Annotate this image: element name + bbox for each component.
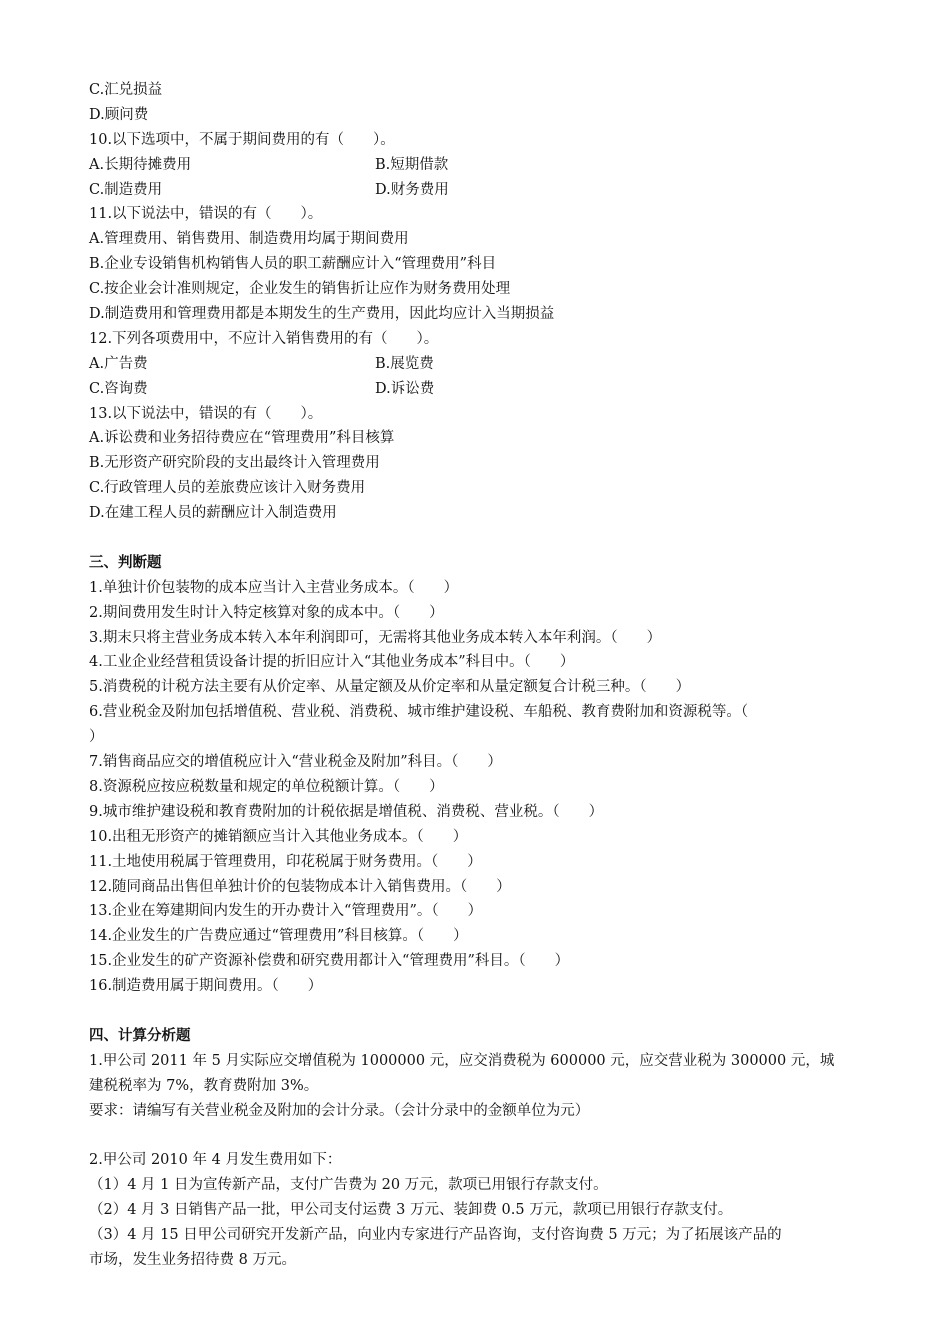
q13-option-a: A.诉讼费和业务招待费应在“管理费用”科目核算 (89, 430, 395, 447)
judge-item-9: 9.城市维护建设税和教育费附加的计税依据是增值税、消费税、营业税。（ ） (89, 803, 604, 820)
q11-option-c: C.按企业会计准则规定，企业发生的销售折让应作为财务费用处理 (89, 281, 511, 298)
judge-item-15: 15.企业发生的矿产资源补偿费和研究费用都计入“管理费用”科目。（ ） (89, 953, 570, 970)
document-page (89, 78, 889, 1273)
q10-stem: 10.以下选项中，不属于期间费用的有（ ）。 (89, 131, 395, 148)
q12-option-b: B.展览费 (375, 355, 434, 372)
q11-option-a: A.管理费用、销售费用、制造费用均属于期间费用 (89, 231, 409, 248)
judge-item-3: 3.期末只将主营业务成本转入本年利润即可，无需将其他业务成本转入本年利润。（ ） (89, 629, 662, 646)
q10-option-d: D.财务费用 (375, 181, 449, 198)
judge-item-2: 2.期间费用发生时计入特定核算对象的成本中。（ ） (89, 604, 444, 621)
calc-q2-item-3-continued: 市场，发生业务招待费 8 万元。 (89, 1251, 296, 1268)
q9-option-c: C.汇兑损益 (89, 82, 163, 98)
q10-option-b: B.短期借款 (375, 156, 449, 173)
q11-stem: 11.以下说法中，错误的有（ ）。 (89, 206, 323, 223)
judge-item-4: 4.工业企业经营租赁设备计提的折旧应计入“其他业务成本”科目中。（ ） (89, 654, 575, 671)
spacer (89, 526, 889, 551)
calc-q2-item-1: （1）4 月 1 日为宣传新产品，支付广告费为 20 万元，款项已用银行存款支付。 (89, 1177, 608, 1194)
judge-item-5: 5.消费税的计税方法主要有从价定率、从量定额及从价定率和从量定额复合计税三种。（ ） (89, 679, 691, 696)
judge-item-12: 12.随同商品出售但单独计价的包装物成本计入销售费用。（ ） (89, 878, 511, 895)
judge-item-16: 16.制造费用属于期间费用。（ ） (89, 978, 323, 995)
judge-item-1: 1.单独计价包装物的成本应当计入主营业务成本。（ ） (89, 579, 459, 596)
q12-options-row-1 (89, 352, 889, 377)
q12-option-c: C.咨询费 (89, 380, 148, 397)
judge-item-8: 8.资源税应按应税数量和规定的单位税额计算。（ ） (89, 778, 444, 795)
q13-option-c: C.行政管理人员的差旅费应该计入财务费用 (89, 480, 366, 497)
calc-q2-item-2: （2）4 月 3 日销售产品一批，甲公司支付运费 3 万元、装卸费 0.5 万元，款项已用银行存款支付。 (89, 1202, 733, 1219)
q13-option-d: D.在建工程人员的薪酬应计入制造费用 (89, 505, 337, 522)
q12-option-a: A.广告费 (89, 355, 148, 372)
calc-q1-requirement: 要求：请编写有关营业税金及附加的会计分录。（会计分录中的金额单位为元） (89, 1102, 590, 1119)
q11-option-b: B.企业专设销售机构销售人员的职工薪酬应计入“管理费用”科目 (89, 256, 497, 273)
q10-options-row-1 (89, 153, 889, 178)
judge-item-14: 14.企业发生的广告费应通过“管理费用”科目核算。（ ） (89, 928, 468, 945)
q12-options-row-2 (89, 377, 889, 402)
judge-item-7: 7.销售商品应交的增值税应计入“营业税金及附加”科目。（ ） (89, 754, 502, 771)
q13-option-b: B.无形资产研究阶段的支出最终计入管理费用 (89, 455, 380, 472)
q10-option-a: A.长期待摊费用 (89, 156, 192, 173)
section3-heading: 三、判断题 (89, 554, 162, 571)
judge-item-6-continued: ） (89, 729, 104, 746)
q12-option-d: D.诉讼费 (375, 380, 435, 397)
spacer (89, 1123, 889, 1148)
q13-stem: 13.以下说法中，错误的有（ ）。 (89, 405, 323, 422)
q11-option-d: D.制造费用和管理费用都是本期发生的生产费用，因此均应计入当期损益 (89, 306, 555, 323)
q9-option-d: D.顾问费 (89, 106, 149, 123)
q10-options-row-2 (89, 178, 889, 203)
judge-item-6: 6.营业税金及附加包括增值税、营业税、消费税、城市维护建设税、车船税、教育费附加和资源税等。（ (89, 704, 749, 721)
calc-q1-line-1: 1.甲公司 2011 年 5 月实际应交增值税为 1000000 元，应交消费税为 600000 元，应交营业税为 300000 元，城 (89, 1052, 835, 1069)
q12-stem: 12.下列各项费用中，不应计入销售费用的有（ ）。 (89, 330, 439, 347)
calc-q2-intro: 2.甲公司 2010 年 4 月发生费用如下： (89, 1152, 342, 1169)
calc-q2-item-3: （3）4 月 15 日甲公司研究开发新产品，向业内专家进行产品咨询，支付咨询费 5 万元；为了拓展该产品的 (89, 1226, 782, 1243)
q10-option-c: C.制造费用 (89, 181, 163, 198)
judge-item-10: 10.出租无形资产的摊销额应当计入其他业务成本。（ ） (89, 828, 468, 845)
judge-item-11: 11.土地使用税属于管理费用，印花税属于财务费用。（ ） (89, 853, 482, 870)
judge-item-13: 13.企业在筹建期间内发生的开办费计入“管理费用”。（ ） (89, 903, 483, 920)
section4-heading: 四、计算分析题 (89, 1027, 191, 1044)
spacer (89, 999, 889, 1024)
calc-q1-line-2: 建税税率为 7%，教育费附加 3%。 (89, 1077, 319, 1094)
